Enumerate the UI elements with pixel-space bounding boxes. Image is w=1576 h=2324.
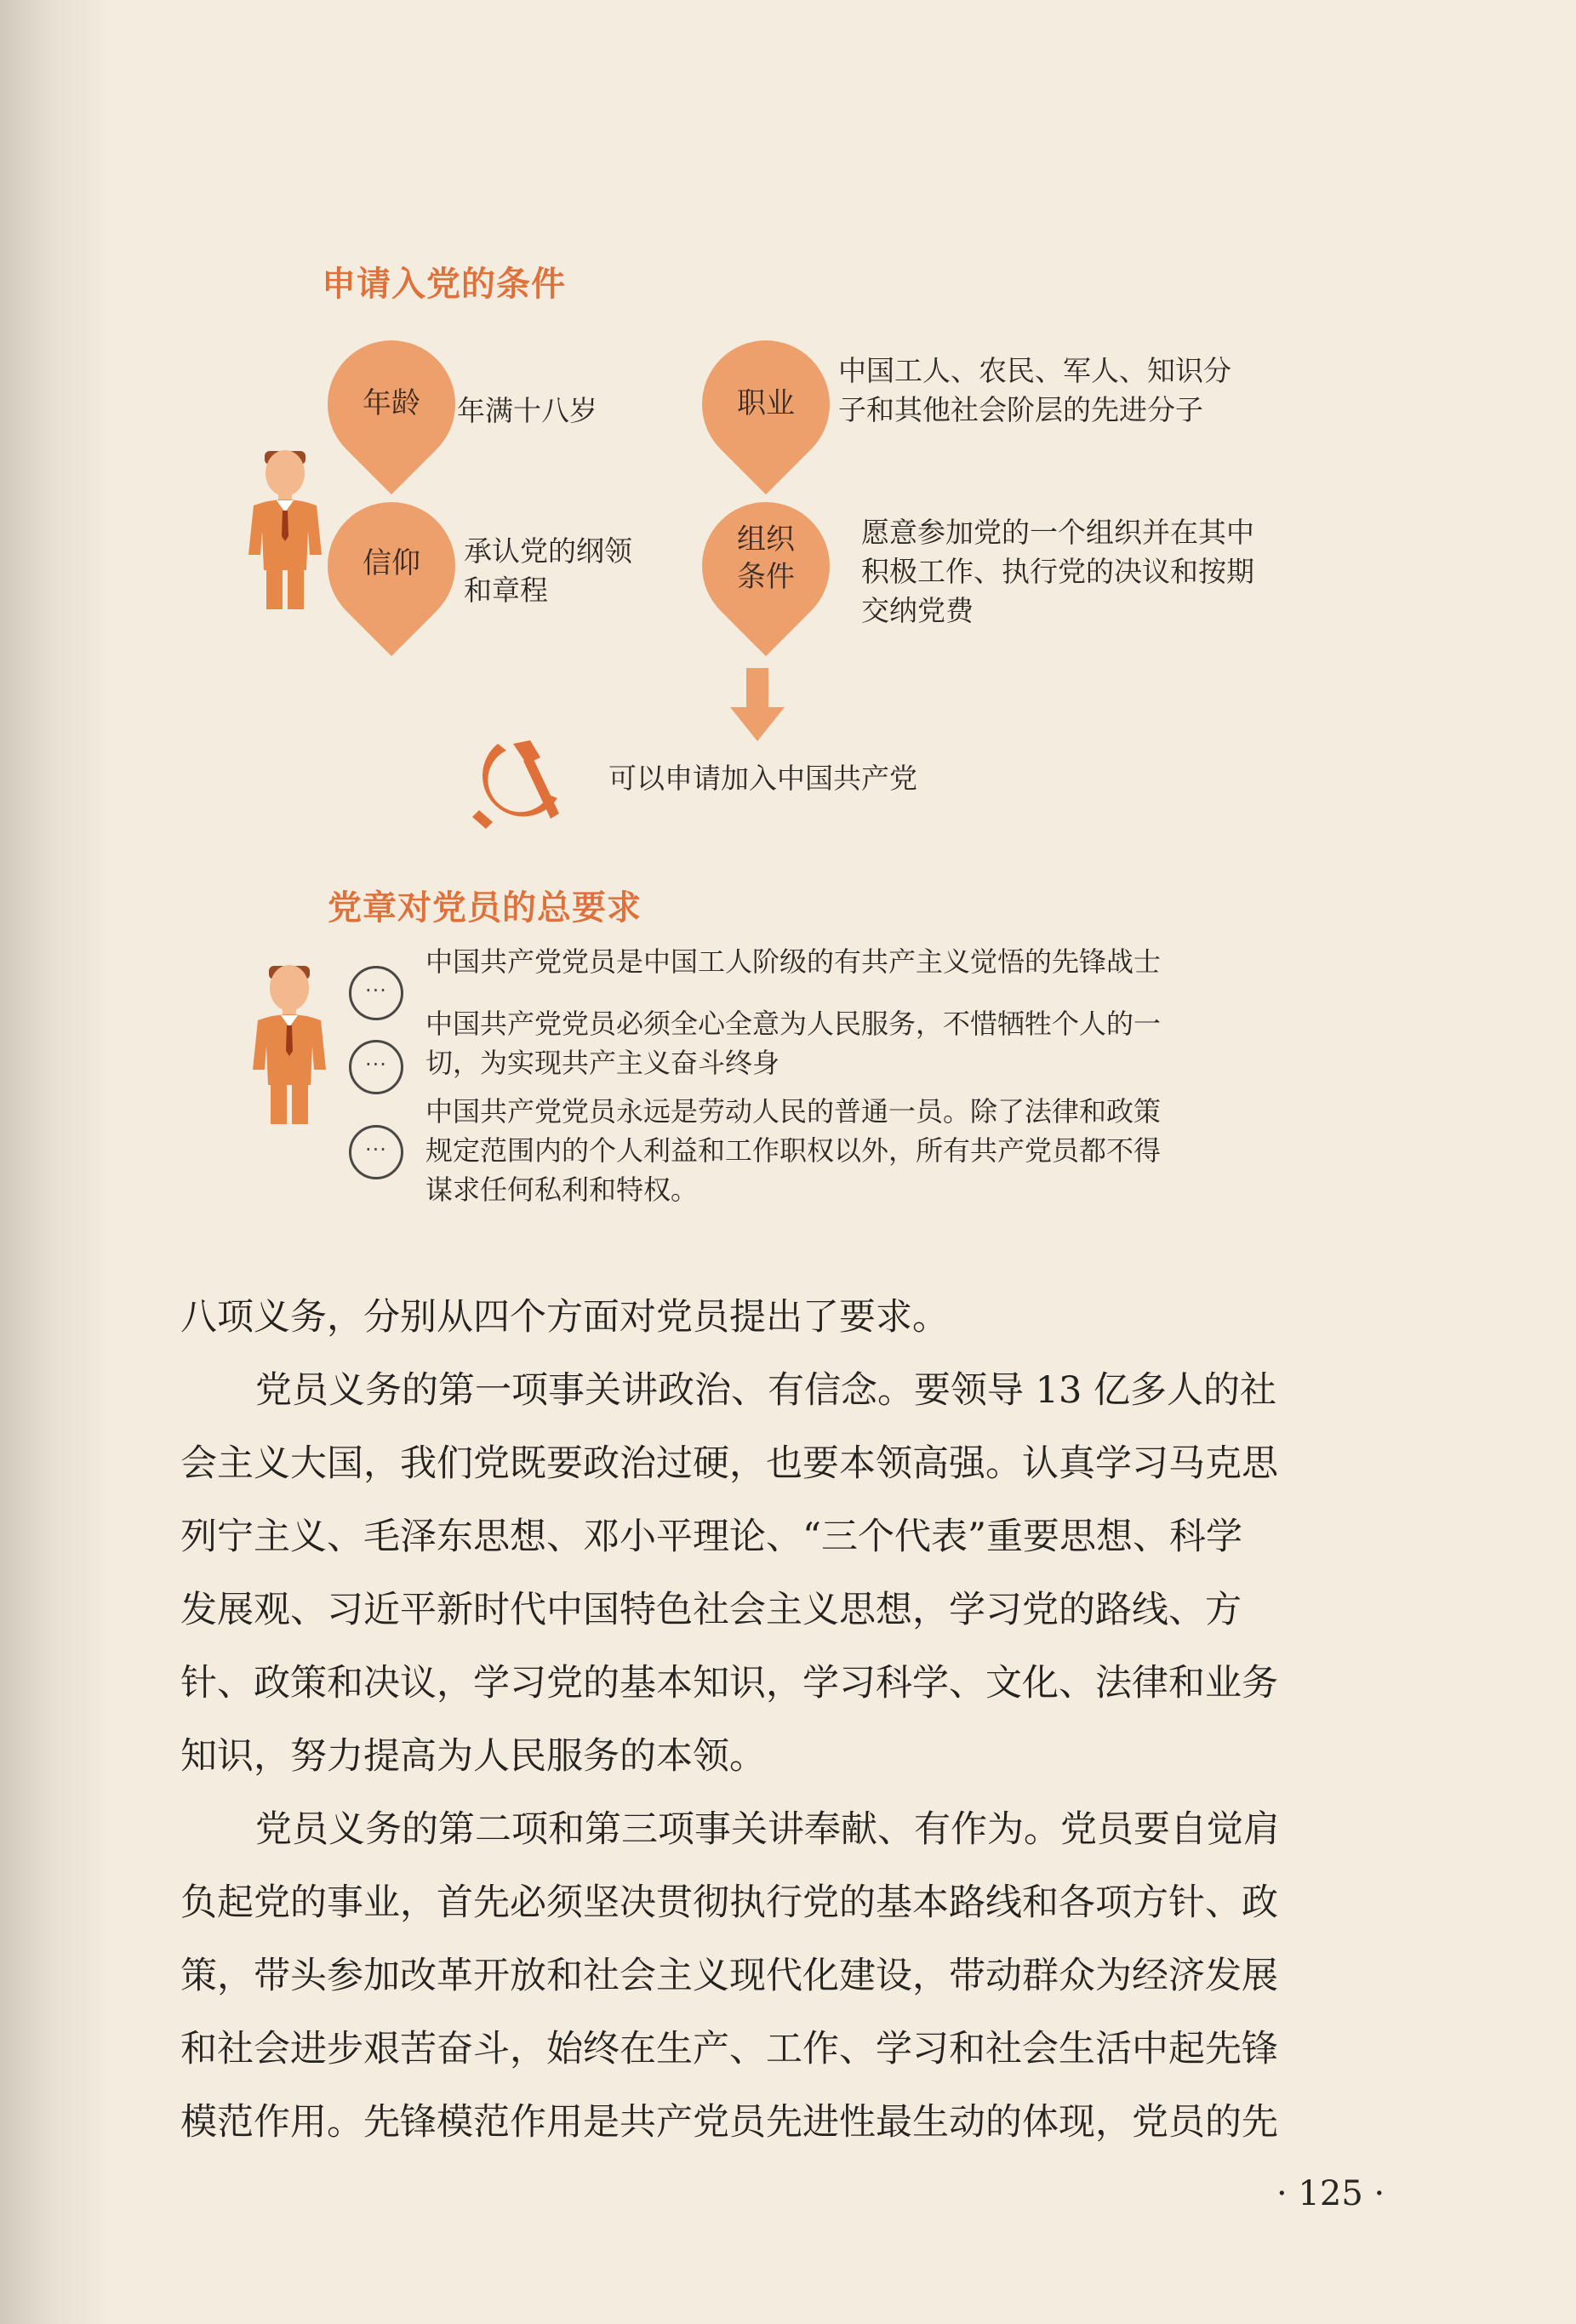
- speech-bubble-icon: ···: [349, 1040, 403, 1094]
- condition-belief-label: 信仰: [363, 546, 420, 580]
- condition-age-label: 年龄: [363, 386, 420, 420]
- condition-occupation-label: 职业: [737, 386, 795, 420]
- arrow-down-icon: [723, 668, 791, 745]
- speech-bubble-icon: ···: [349, 1125, 403, 1179]
- condition-result-text: 可以申请加入中国共产党: [608, 762, 917, 795]
- conditions-title: 申请入党的条件: [322, 265, 566, 304]
- requirement-item: 中国共产党党员永远是劳动人民的普通一员。除了法律和政策 规定范围内的个人利益和工作职权以外，所有共产党员都不得 谋求任何私利和特权。: [425, 1095, 1162, 1206]
- condition-organization-text: 愿意参加党的一个组织并在其中 积极工作、执行党的决议和按期 交纳党费: [861, 516, 1254, 627]
- condition-belief-text: 承认党的纲领 和章程: [464, 534, 632, 607]
- condition-organization-label: 组织 条件: [737, 522, 795, 594]
- requirement-item: 中国共产党党员是中国工人阶级的有共产主义觉悟的先锋战士: [425, 945, 1162, 978]
- requirements-title: 党章对党员的总要求: [328, 888, 642, 928]
- body-text: [180, 1281, 1406, 2159]
- party-emblem-icon: [464, 732, 570, 834]
- requirement-item: 中国共产党党员必须全心全意为人民服务，不惜牺牲个人的一 切，为实现共产主义奋斗终身: [425, 1008, 1162, 1079]
- page-number: · 125 ·: [1276, 2174, 1385, 2213]
- person-figure-icon: [238, 443, 332, 613]
- person-figure-icon: [243, 957, 336, 1128]
- condition-occupation-text: 中国工人、农民、军人、知识分 子和其他社会阶层的先进分子: [838, 354, 1231, 426]
- paragraph: 八项义务，分别从四个方面对党员提出了要求。: [180, 1296, 949, 1339]
- speech-bubble-icon: ···: [349, 966, 403, 1020]
- condition-age-text: 年满十八岁: [457, 394, 597, 427]
- page-binding-shadow: [0, 0, 111, 2324]
- paragraph: 党员义务的第二项和第三项事关讲奉献、有作为。党员要自觉肩 负起党的事业，首先必须坚决贯彻执行党的基本路线和各项方针、政 策，带头参加改革开放和社会主义现代化建设，带动群众为经济发展 和社会进步艰苦奋斗，始终在生产、工作、学习和社会生活中起先锋 模范作用。先锋模范作用是共产党员先进性最生动的体现，党员的先: [180, 1808, 1280, 2144]
- paragraph: 党员义务的第一项事关讲政治、有信念。要领导 13 亿多人的社 会主义大国，我们党既要政治过硬，也要本领高强。认真学习马克思 列宁主义、毛泽东思想、邓小平理论、“三个代表”重要思想、科学 发展观、习近平新时代中国特色社会主义思想，学习党的路线、方 针、政策和决议，学习党的基本知识，学习科学、文化、法律和业务 知识，努力提高为人民服务的本领。: [180, 1369, 1278, 1778]
